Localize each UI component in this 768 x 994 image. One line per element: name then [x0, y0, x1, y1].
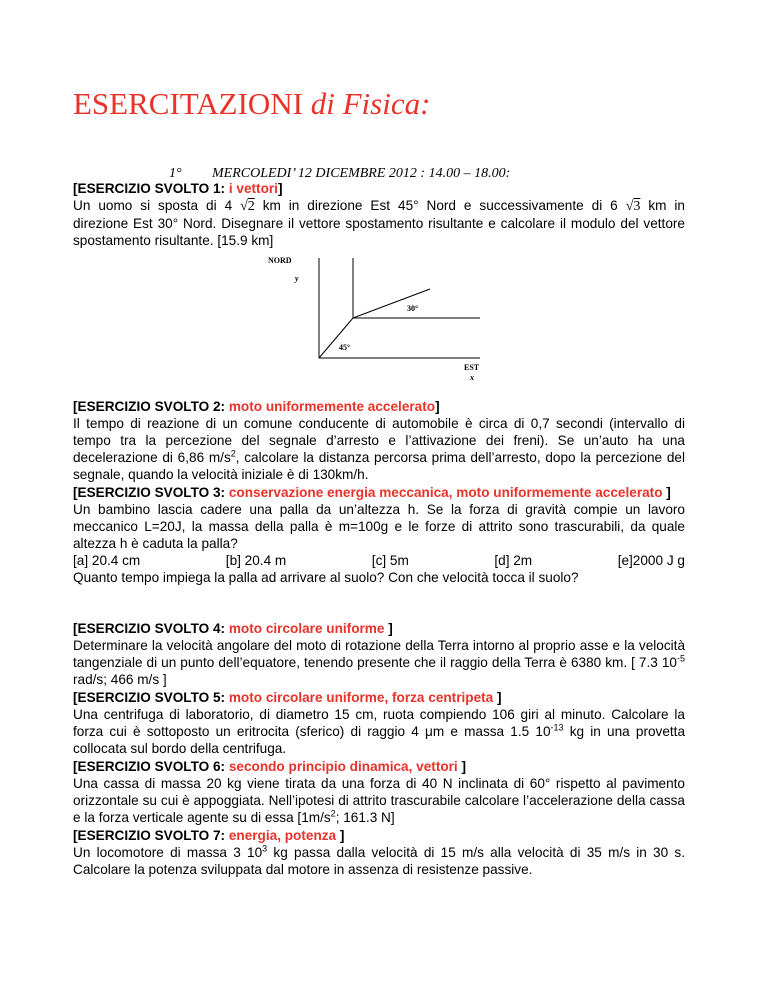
y-axis-label: NORD [268, 256, 292, 265]
exercise-2-body [73, 415, 685, 483]
option-e: [e]2000 J g [617, 553, 685, 568]
text: Una cassa di massa 20 kg viene tirata da una forza di 40 N inclinata di 60° rispetto al pavimento orizzontale su cui è appoggiata. Nell’ipotesi di attrito trascurabile calcolare l’accelerazione della cassa e la forza verticale agente su di essa [1m/s [73, 776, 685, 825]
exercise-3 [73, 484, 685, 586]
heading-suffix: ] [435, 399, 440, 414]
text: Il tempo di reazione di un comune conducente di automobile è circa di 0,7 secondi (intervallo di tempo tra la percezione del segnale d’arresto e l’attivazione dei freni). Se un’auto ha una decelerazione di 6,86 m/s [73, 416, 685, 465]
exercise-7 [73, 827, 685, 878]
exercise-1-heading [73, 180, 685, 197]
exercise-6 [73, 758, 685, 826]
text: km in [640, 198, 685, 213]
answer-options [73, 552, 685, 569]
exercise-1-body: direzione Est 30° Nord. Disegnare il vettore spostamento risultante e calcolare il modulo del vettore spostamento risultante. [15.9 km] [73, 216, 685, 248]
superscript: -13 [550, 722, 564, 733]
x-axis-label: EST [464, 363, 480, 372]
option-b: [b] 20.4 m [225, 553, 287, 568]
option-a: [a] 20.4 cm [73, 553, 141, 568]
heading-prefix: [ESERCIZIO SVOLTO 5: [73, 690, 229, 705]
text: Determinare la velocità angolare del moto di rotazione della Terra intorno al proprio asse e la velocità tangenziale di un punto dell’equatore, tenendo presente che il raggio della Terra è 6380 km. [ 7.3 10 [73, 638, 685, 670]
exercise-7-heading [73, 827, 685, 844]
heading-suffix: ] [493, 690, 502, 705]
exercise-2 [73, 398, 685, 483]
text: ; 161.3 N] [335, 810, 395, 825]
option-d: [d] 2m [494, 553, 533, 568]
heading-suffix: ] [336, 828, 345, 843]
heading-topic: secondo principio dinamica, vettori [228, 759, 458, 774]
heading-prefix: [ESERCIZIO SVOLTO 4: [73, 621, 229, 636]
exercise-5-body [73, 706, 685, 757]
text: kg passa dalla velocità di 15 m/s alla velocità di 35 m/s in 30 s. Calcolare la potenza sviluppata dal motore in assenza di resistenze passive. [73, 845, 685, 877]
exercise-3-heading [73, 484, 685, 501]
exercise-5 [73, 689, 685, 757]
angle-label-30: 30° [407, 304, 419, 313]
option-c: [c] 5m [371, 553, 409, 568]
vector-diagram [262, 250, 492, 384]
angle-label-45: 45° [339, 343, 351, 352]
heading-suffix: ] [277, 181, 283, 196]
heading-topic: moto circolare uniforme, forza centripeta [228, 690, 494, 705]
text: kg in una provetta collocata sul bordo della centrifuga. [73, 724, 686, 756]
text: rad/s; 466 m/s ] [73, 672, 167, 687]
exercise-2-heading [73, 398, 685, 415]
heading-prefix: [ESERCIZIO SVOLTO 2: [73, 399, 229, 414]
heading-topic: moto circolare uniforme [228, 621, 385, 636]
exercise-6-body [73, 775, 685, 826]
sqrt-3: √3 [625, 199, 641, 214]
heading-suffix: ] [384, 621, 393, 636]
exercise-4-body [73, 637, 685, 688]
exercise-7-body [73, 844, 685, 878]
exercise-1 [73, 180, 685, 249]
heading-suffix: ] [457, 759, 467, 774]
heading-topic: i vettori [228, 181, 278, 196]
superscript: 2 [330, 808, 336, 819]
session-number: 1° [169, 166, 182, 181]
heading-prefix: [ESERCIZIO SVOLTO 1: [73, 181, 229, 196]
title-italic: di Fisica: [310, 86, 431, 121]
sqrt-2: √2 [240, 199, 255, 214]
heading-prefix: [ESERCIZIO SVOLTO 6: [73, 759, 229, 774]
exercise-3-question: Quanto tempo impiega la palla ad arrivare al suolo? Con che velocità tocca il suolo? [73, 570, 579, 585]
text: , calcolare la distanza percorsa prima dell’arresto, dopo la percezione del segnale, quando la velocità iniziale è di 130km/h. [73, 450, 685, 482]
page-title [73, 86, 430, 122]
text: Una centrifuga di laboratorio, di diametro 15 cm, ruota compiendo 106 giri al minuto. Calcolare la forza cui è sottoposto un eritrocita (sferico) di raggio 4 μm e massa 1.5 10 [73, 707, 685, 739]
exercise-4 [73, 620, 685, 688]
title-main: ESERCITAZIONI [73, 86, 303, 121]
superscript: -5 [676, 653, 685, 664]
exercise-5-heading [73, 689, 685, 706]
heading-topic: energia, potenza [228, 828, 337, 843]
exercise-6-heading [73, 758, 685, 775]
superscript: 3 [262, 843, 268, 854]
vector-30 [353, 289, 430, 318]
radicand: 2 [247, 199, 255, 214]
heading-suffix: ] [662, 485, 671, 500]
heading-prefix: [ESERCIZIO SVOLTO 3: [73, 485, 229, 500]
exercise-1-line-1 [73, 197, 685, 215]
exercise-3-body: Un bambino lascia cadere una palla da un’altezza h. Se la forza di gravità compie un lavoro meccanico L=20J, la massa della palla è m=100g e le forze di attrito sono trascurabili, da quale altezza h è caduta la palla? [73, 502, 685, 551]
vector-45 [319, 318, 353, 358]
session-date: MERCOLEDI’ 12 DICEMBRE 2012 : 14.00 – 18.00: [212, 166, 511, 181]
y-axis-var: y [295, 274, 299, 283]
exercise-4-heading [73, 620, 685, 637]
text: Un uomo si sposta di 4 [73, 198, 241, 213]
superscript: 2 [230, 448, 236, 459]
heading-prefix: [ESERCIZIO SVOLTO 7: [73, 828, 229, 843]
heading-topic: conservazione energia meccanica, moto uniformemente accelerato [228, 485, 663, 500]
heading-topic: moto uniformemente accelerato [228, 399, 436, 414]
text: Un locomotore di massa 3 10 [73, 845, 263, 860]
radicand: 3 [633, 199, 641, 214]
text: km in direzione Est 45° Nord e successivamente di 6 [254, 198, 626, 213]
x-axis-var: x [470, 373, 474, 382]
